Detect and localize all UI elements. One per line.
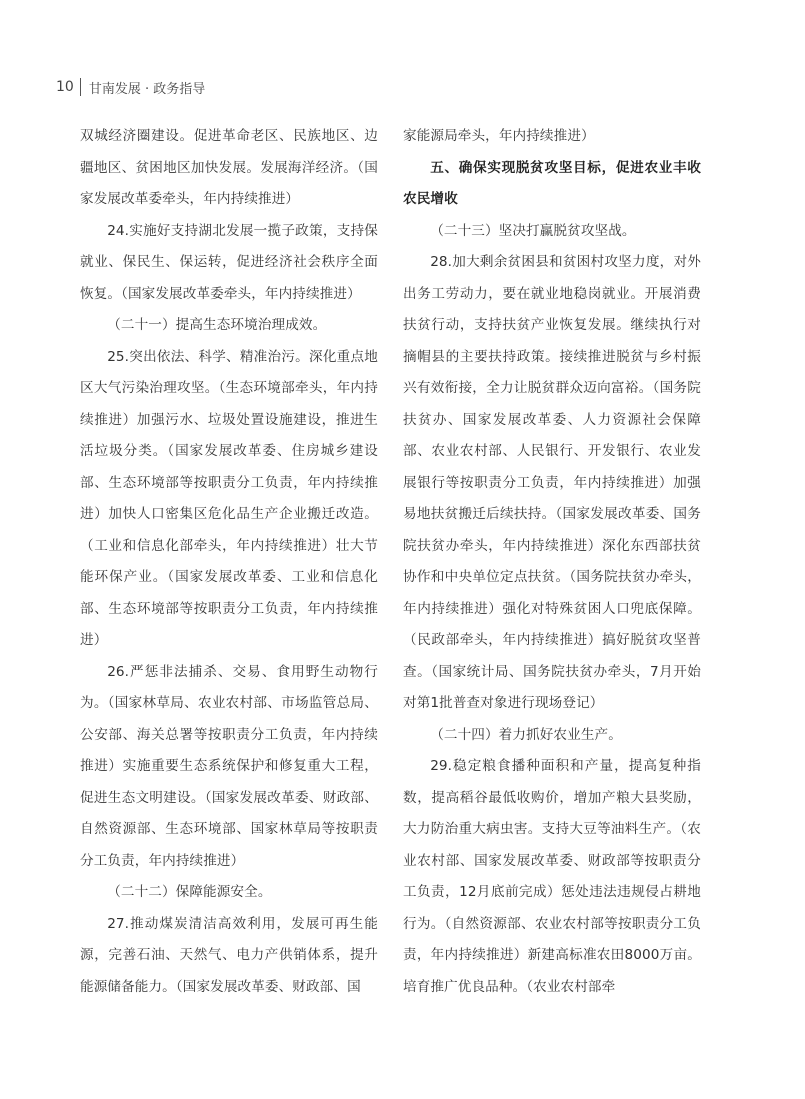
- paragraph-continuation: 双城经济圈建设。促进革命老区、民族地区、边疆地区、贫困地区加快发展。发展海洋经济。（国家发展改革委牵头，年内持续推进）: [80, 128, 378, 207]
- page-number: 10: [56, 79, 74, 95]
- header-divider: [80, 78, 81, 96]
- subheading-23: （二十三）坚决打赢脱贫攻坚战。: [430, 222, 636, 239]
- paragraph-item-27: 27.推动煤炭清洁高效利用，发展可再生能源，完善石油、天然气、电力产供销体系，提升能源储备能力。（国家发展改革委、财政部、国: [80, 915, 378, 995]
- running-header: [56, 76, 205, 98]
- left-column: [80, 121, 378, 1003]
- paragraph-continuation: 家能源局牵头，年内持续推进）: [403, 128, 595, 144]
- publication-title: 甘南发展 · 政务指导: [88, 81, 206, 97]
- paragraph-item-25: 25.突出依法、科学、精准治污。深化重点地区大气污染治理攻坚。（生态环境部牵头，年内持续推进）加强污水、垃圾处置设施建设，推进生活垃圾分类。（国家发展改革委、住房城乡建设部、生态环境部等按职责分工负责，年内持续推进）加快人口密集区危化品生产企业搬迁改造。（工业和信息化部牵头，年内持续推进）壮大节能环保产业。（国家发展改革委、工业和信息化部、生态环境部等按职责分工负责，年内持续推进）: [80, 348, 378, 648]
- paragraph-item-29: 29.稳定粮食播种面积和产量，提高复种指数，提高稻谷最低收购价，增加产粮大县奖励，大力防治重大病虫害。支持大豆等油料生产。（农业农村部、国家发展改革委、财政部等按职责分工负责，12月底前完成）惩处违法违规侵占耕地行为。（自然资源部、农业农村部等按职责分工负责，年内持续推进）新建高标准农田8000万亩。培育推广优良品种。（农业农村部牵: [403, 758, 701, 995]
- paragraph-item-24: 24.实施好支持湖北发展一揽子政策，支持保就业、保民生、保运转，促进经济社会秩序全面恢复。（国家发展改革委牵头，年内持续推进）: [80, 222, 378, 302]
- right-column: [403, 121, 701, 1003]
- subheading-22: （二十二）保障能源安全。: [107, 884, 272, 900]
- subheading-24: （二十四）着力抓好农业生产。: [430, 726, 622, 743]
- subheading-21: （二十一）提高生态环境治理成效。: [107, 317, 327, 333]
- paragraph-item-26: 26.严惩非法捕杀、交易、食用野生动物行为。（国家林草局、农业农村部、市场监管总局、公安部、海关总署等按职责分工负责，年内持续推进）实施重要生态系统保护和修复重大工程，促进生态文明建设。（国家发展改革委、财政部、自然资源部、生态环境部、国家林草局等按职责分工负责，年内持续推进）: [80, 663, 378, 869]
- section-heading-5: 五、确保实现脱贫攻坚目标，促进农业丰收农民增收: [403, 159, 701, 207]
- paragraph-item-28: 28.加大剩余贫困县和贫困村攻坚力度，对外出务工劳动力，要在就业地稳岗就业。开展消费扶贫行动，支持扶贫产业恢复发展。继续执行对摘帽县的主要扶持政策。接续推进脱贫与乡村振兴有效衔接，全力让脱贫群众迈向富裕。（国务院扶贫办、国家发展改革委、人力资源社会保障部、农业农村部、人民银行、开发银行、农业发展银行等按职责分工负责，年内持续推进）加强易地扶贫搬迁后续扶持。（国家发展改革委、国务院扶贫办牵头，年内持续推进）深化东西部扶贫协作和中央单位定点扶贫。（国务院扶贫办牵头，年内持续推进）强化对特殊贫困人口兜底保障。（民政部牵头，年内持续推进）搞好脱贫攻坚普查。（国家统计局、国务院扶贫办牵头，7月开始对第1批普查对象进行现场登记）: [403, 254, 701, 711]
